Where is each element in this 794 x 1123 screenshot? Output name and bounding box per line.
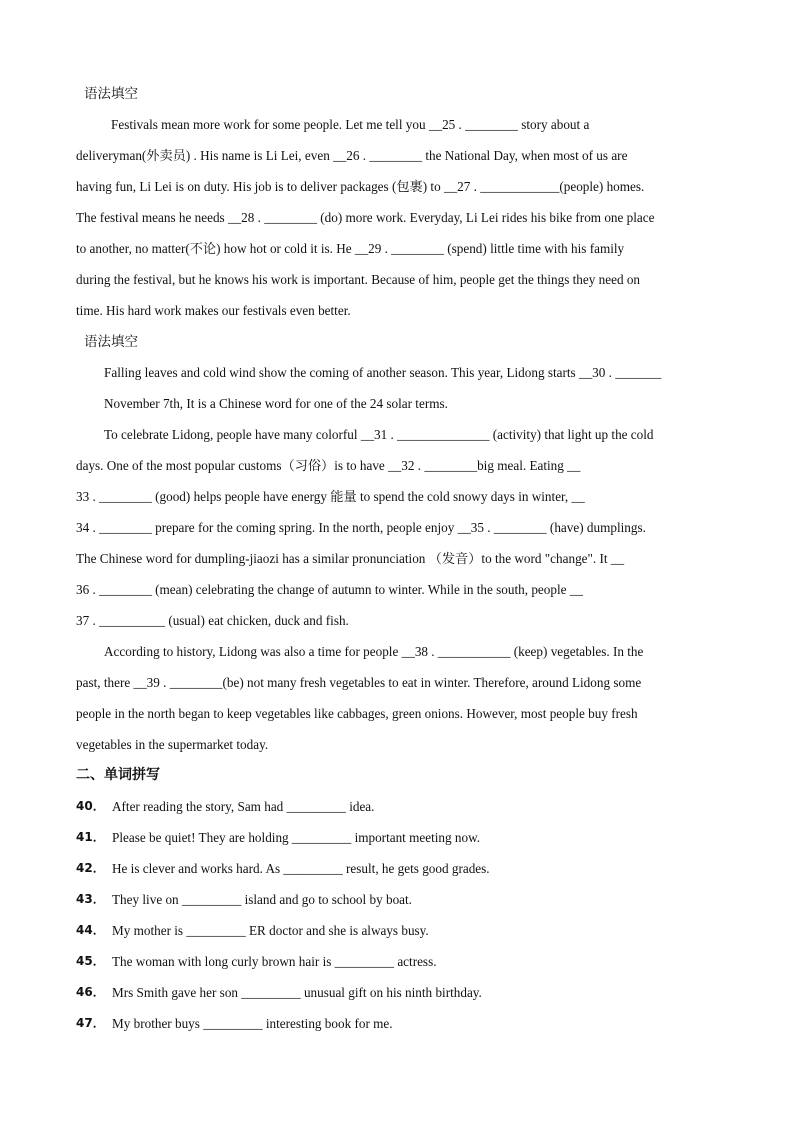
question-item [76,946,718,977]
question-number: 44． [76,923,105,937]
section1-line: deliveryman(外卖员) . His name is Li Lei, even __26 . ________ the National Day, when most of us are [76,148,628,163]
question-text: The woman with long curly brown hair is _________ actress. [112,954,437,969]
section2-line: past, there __39 . ________(be) not many fresh vegetables to eat in winter. Therefore, around Lidong some [76,675,642,690]
question-text: After reading the story, Sam had _________ idea. [112,799,375,814]
question-number: 40． [76,799,105,813]
question-number: 46． [76,985,105,999]
section2-line: 34 . ________ prepare for the coming spring. In the north, people enjoy __35 . ________ (have) dumplings. [76,520,646,535]
question-number: 42． [76,861,105,875]
question-number: 43． [76,892,105,906]
question-number: 47． [76,1016,105,1030]
question-text: Mrs Smith gave her son _________ unusual gift on his ninth birthday. [112,985,482,1000]
question-item [76,791,718,822]
section2-line: According to history, Lidong was also a time for people __38 . ___________ (keep) vegetables. In the [104,644,644,659]
section1-heading: 语法填空 [84,86,138,101]
section1-line: time. His hard work makes our festivals even better. [76,303,351,318]
section1-line: having fun, Li Lei is on duty. His job is to deliver packages (包裹) to __27 . ____________(people) homes. [76,179,645,194]
question-number: 41． [76,830,105,844]
section2-line: 33 . ________ (good) helps people have energy 能量 to spend the cold snowy days in winter, __ [76,489,585,504]
question-text: He is clever and works hard. As _________ result, he gets good grades. [112,861,490,876]
question-text: My mother is _________ ER doctor and she is always busy. [112,923,429,938]
question-item [76,915,718,946]
question-text: My brother buys _________ interesting book for me. [112,1016,393,1031]
question-item [76,853,718,884]
section2-heading: 语法填空 [84,334,138,349]
section3-heading: 二、单词拼写 [76,767,160,783]
section2-line: vegetables in the supermarket today. [76,737,269,752]
question-item [76,977,718,1008]
section2-line: 36 . ________ (mean) celebrating the change of autumn to winter. While in the south, people __ [76,582,583,597]
question-text: Please be quiet! They are holding _________ important meeting now. [112,830,481,845]
section2-line: The Chinese word for dumpling-jiaozi has a similar pronunciation （发音）to the word "change". It __ [76,551,625,566]
question-item [76,1008,718,1039]
section1-line: to another, no matter(不论) how hot or cold it is. He __29 . ________ (spend) little time with his family [76,241,625,256]
section1-line: during the festival, but he knows his work is important. Because of him, people get the things they need on [76,272,641,287]
section2-line: Falling leaves and cold wind show the coming of another season. This year, Lidong starts __30 . _______ [104,365,662,380]
section2-line: November 7th, It is a Chinese word for one of the 24 solar terms. [104,396,448,411]
question-text: They live on _________ island and go to school by boat. [112,892,412,907]
question-item [76,822,718,853]
question-item [76,884,718,915]
section2-line: people in the north began to keep vegetables like cabbages, green onions. However, most people buy fresh [76,706,638,721]
section1-line: The festival means he needs __28 . ________ (do) more work. Everyday, Li Lei rides his bike from one place [76,210,655,225]
section1-line: Festivals mean more work for some people. Let me tell you __25 . ________ story about a [111,117,590,132]
section2-line: 37 . __________ (usual) eat chicken, duck and fish. [76,613,349,628]
section2-line: To celebrate Lidong, people have many colorful __31 . ______________ (activity) that light up the cold [104,427,654,442]
worksheet-page [76,78,718,1039]
section2-line: days. One of the most popular customs（习俗）is to have __32 . ________big meal. Eating __ [76,458,581,473]
question-number: 45． [76,954,105,968]
